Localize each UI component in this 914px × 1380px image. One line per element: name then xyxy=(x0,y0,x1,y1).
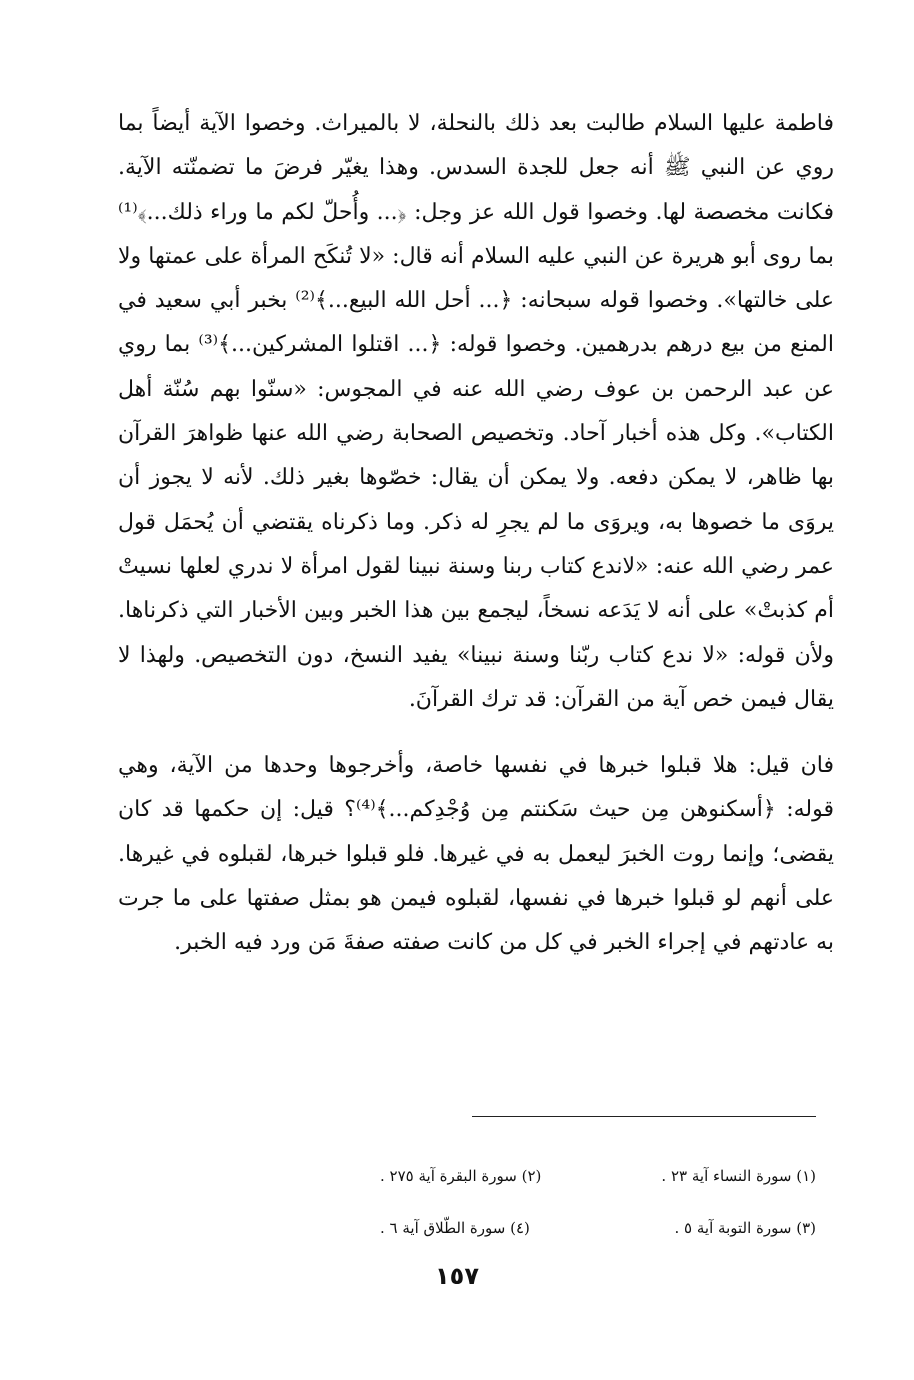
footnote-1: (١) سورة النساء آية ٢٣ . xyxy=(661,1167,816,1185)
footnote-row xyxy=(380,1150,816,1202)
footnote-separator xyxy=(472,1116,816,1117)
main-text xyxy=(118,102,834,966)
footnote-3: (٣) سورة التوبة آية ٥ . xyxy=(674,1219,816,1237)
footnotes xyxy=(380,1150,816,1254)
footnote-row xyxy=(380,1202,816,1254)
paragraph-1: فاطمة عليها السلام طالبت بعد ذلك بالنحلة، لا بالميراث. وخصوا الآية أيضاً بما روي عن النبي ﷺ أنه جعل للجدة السدس. وهذا يغيّر فرضَ ما تضمنّته الآية. فكانت مخصصة لها. وخصوا قول الله عز وجل: ﴿... وأُحلّ لكم ما وراء ذلك...﴾⁽¹⁾ بما روى أبو هريرة عن النبي عليه السلام أنه قال: «لا تُنكَح المرأة على عمتها ولا على خالتها». وخصوا قوله سبحانه: ﴿... أحل الله البيع...﴾⁽²⁾ بخبر أبي سعيد في المنع من بيع درهم بدرهمين. وخصوا قوله: ﴿... اقتلوا المشركين...﴾⁽³⁾ بما روي عن عبد الرحمن بن عوف رضي الله عنه في المجوس: «سنّوا بهم سُنّة أهل الكتاب». وكل هذه أخبار آحاد. وتخصيص الصحابة رضي الله عنها ظواهرَ القرآن بها ظاهر، لا يمكن دفعه. ولا يمكن أن يقال: خصّوها بغير ذلك. لأنه لا يجوز أن يروَى ما خصوها به، ويروَى ما لم يجرِ له ذكر. وما ذكرناه يقتضي أن يُحمَل قول عمر رضي الله عنه: «لاندع كتاب ربنا وسنة نبينا لقول امرأة لا ندري لعلها نسيتْ أم كذبتْ» على أنه لا يَدَعه نسخاً، ليجمع بين هذا الخبر وبين الأخبار التي ذكرناها. ولأن قوله: «لا ندع كتاب ربّنا وسنة نبينا» يفيد النسخ، دون التخصيص. ولهذا لا يقال فيمن خص آية من القرآن: قد ترك القرآنَ. xyxy=(118,111,835,712)
paragraph-2: فان قيل: هلا قبلوا خبرها في نفسها خاصة، وأخرجوها وحدها من الآية، وهي قوله: ﴿أسكنوهن مِن حيث سَكنتم مِن وُجْدِكم...﴾⁽⁴⁾؟ قيل: إن حكمها قد كان يقضى؛ وإنما روت الخبرَ ليعمل به في غيرها. فلو قبلوا خبرها، لقبلوه في غيرها. على أنهم لو قبلوا خبرها في نفسها، لقبلوه فيمن هو بمثل صفتها على ما جرت به عادتهم في إجراء الخبر في كل من كانت صفته صفةَ مَن ورد فيه الخبر. xyxy=(118,753,834,956)
page-number: ١٥٧ xyxy=(435,1262,479,1290)
footnote-2: (٢) سورة البقرة آية ٢٧٥ . xyxy=(380,1167,542,1185)
footnote-4: (٤) سورة الطّلاق آية ٦ . xyxy=(380,1219,530,1237)
